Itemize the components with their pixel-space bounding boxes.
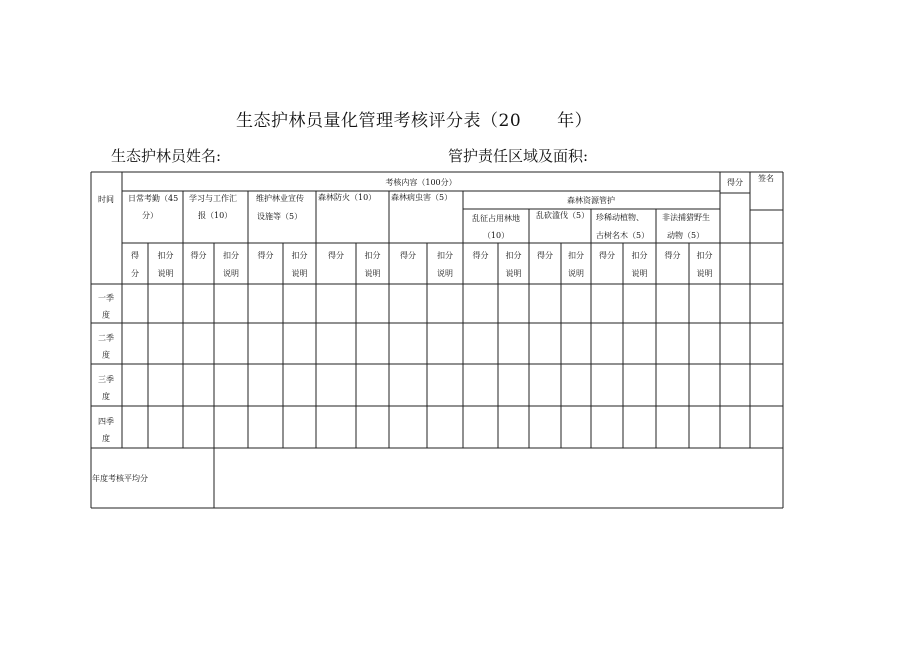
sub-score-label: 分 (131, 269, 139, 278)
cat-hunting-2: 动物（5） (667, 231, 705, 240)
quarter-label: 四季 (98, 417, 114, 426)
quarter-label: 一季 (98, 293, 114, 303)
quarter-label: 度 (102, 392, 110, 401)
cat-resources: 森林资源管护 (567, 196, 615, 205)
sub-deduct-label: 扣分 (223, 251, 239, 260)
sub-deduct-label: 说明 (505, 269, 522, 278)
sub-score-label: 得 (131, 251, 139, 260)
content-header: 考核内容（100分） (385, 178, 457, 187)
quarter-labels (98, 293, 114, 444)
quarter-label: 度 (102, 434, 110, 443)
cat-facilities-1: 维护林业宣传 (256, 194, 304, 203)
score-header: 得分 (727, 178, 743, 187)
sub-deduct-label: 扣分 (291, 251, 308, 260)
ranger-name-label: 生态护林员姓名: (111, 147, 222, 165)
quarter-label: 度 (102, 310, 110, 320)
sub-score-label: 得分 (328, 251, 344, 260)
sub-deduct-label: 扣分 (696, 251, 713, 260)
sub-score-label: 得分 (190, 251, 207, 260)
cat-study-2: 报（10） (198, 211, 233, 220)
sub-deduct-label: 说明 (568, 269, 584, 278)
sub-headers (131, 250, 713, 278)
sub-deduct-label: 说明 (291, 269, 308, 278)
sub-deduct-label: 扣分 (568, 251, 584, 260)
cat-attendance-1: 日常考勤（45 (128, 194, 179, 203)
quarter-label: 二季 (98, 333, 114, 343)
annual-average-label: 年度考核平均分 (92, 474, 148, 483)
sub-deduct-label: 说明 (157, 269, 174, 278)
cat-fire: 森林防火（10） (318, 193, 377, 202)
sub-score-label: 得分 (400, 251, 416, 260)
cat-facilities-2: 设施等（5） (257, 212, 303, 221)
sign-header: 签名 (758, 174, 774, 183)
cat-attendance-2: 分） (142, 211, 158, 220)
cat-pests: 森林病虫害（5） (391, 193, 453, 202)
sub-deduct-label: 扣分 (437, 251, 453, 260)
sub-score-label: 得分 (472, 251, 489, 260)
cat-rare-2: 古树名木（5） (596, 231, 650, 240)
sub-score-label: 得分 (664, 251, 681, 260)
table-grid (91, 172, 783, 508)
sub-deduct-label: 扣分 (364, 251, 381, 260)
sub-score-label: 得分 (599, 251, 615, 260)
time-header: 时间 (98, 195, 114, 204)
sub-deduct-label: 说明 (696, 269, 713, 278)
title-prefix: 生态护林员量化管理考核评分表（20 (236, 111, 522, 131)
sub-deduct-label: 说明 (364, 269, 381, 278)
cat-study-1: 学习与工作汇 (189, 194, 237, 203)
cat-land-1: 乱征占用林地 (472, 214, 520, 223)
sub-score-label: 得分 (257, 251, 274, 260)
sub-deduct-label: 扣分 (631, 251, 648, 260)
sub-deduct-label: 扣分 (505, 251, 522, 260)
sub-deduct-label: 说明 (223, 269, 239, 278)
sub-score-label: 得分 (537, 251, 553, 260)
quarter-label: 三季 (98, 375, 114, 384)
sub-deduct-label: 说明 (437, 269, 453, 278)
area-label: 管护责任区域及面积: (448, 147, 589, 165)
title-suffix: 年） (557, 111, 593, 131)
cat-land-2: （10） (482, 231, 510, 240)
cat-hunting-1: 非法捕猎野生 (662, 213, 710, 222)
sub-deduct-label: 说明 (631, 269, 648, 278)
cat-rare-1: 珍稀动植物、 (596, 213, 644, 222)
sub-deduct-label: 扣分 (157, 251, 174, 260)
cat-logging: 乱砍滥伐（5） (536, 211, 590, 220)
quarter-label: 度 (102, 350, 110, 360)
